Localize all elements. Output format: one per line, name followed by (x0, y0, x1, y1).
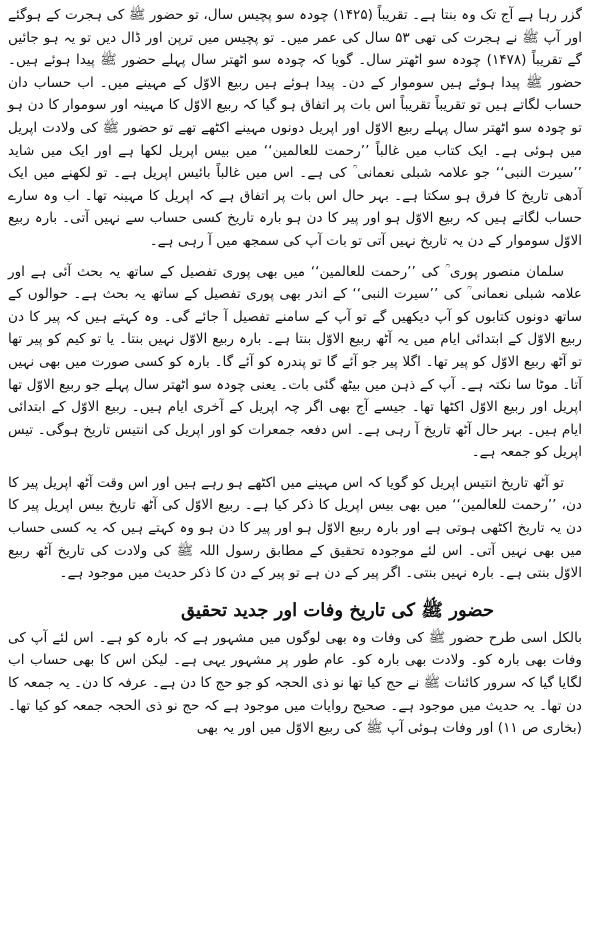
section-heading: حضور ﷺ کی تاریخ وفات اور جدید تحقیق (180, 599, 494, 621)
paragraph-birth-date-calculation: گزر رہا ہے آج تک وہ بنتا ہے۔ تقریباً (۱۴۲۵) چودہ سو پچیس سال، تو حضور ﷺ کی ہجرت کے ہوگئے اور آپ ﷺ نے ہجرت کی تھی ۵۳ سال کی عمر میں۔ تو پچیس میں ترپن اور ڈال دیں تو یہ ہو جائیں گے تقریباً (۱۴۷۸) چودہ سو اٹھتر سال۔ گویا کہ چودہ سو اٹھتر سال پہلے حضور ﷺ پیدا ہوئے ہیں۔ حضور ﷺ پیدا ہوئے ہیں سوموار کے دن۔ پیدا ہوئے ہیں ربیع الاوّل کے مہینے میں۔ اب حساب دان حساب لگاتے ہیں تو تقریباً تقریباً اس بات پر اتفاق ہو گیا کہ ربیع الاوّل کا مہینہ اور سوموار کا دن ہو تو چودہ سو اٹھتر سال پہلے ربیع الاوّل اور اپریل دونوں مہینے اکٹھے تھے تو حضور ﷺ کی ولادت اپریل میں ہوئی ہے۔ ایک کتاب میں غالباً ’’رحمت للعالمین‘‘ میں بیس اپریل لکھا ہے اور ایک میں شاید ’’سیرت النبی‘‘ جو علامہ شبلی نعمانی ؒ کی ہے۔ اس میں غالباً بائیس اپریل ہے۔ تو لکھنے میں ایک آدھی تاریخ کا فرق ہو سکتا ہے۔ بہر حال اس بات پر اتفاق ہے کہ اپریل کا مہینہ تھا۔ اب وہ سارے حساب لگاتے ہیں کہ ربیع الاوّل ہو اور پیر کا دن ہو بارہ تاریخ کسی حساب سے نہیں آتی۔ بارہ ربیع الاوّل سوموار کے دن یہ تاریخ نہیں آتی تو بات آپ کی سمجھ میں آ رہی ہے۔ (8, 7, 582, 249)
paragraph-references-discussion: سلمان منصور پوری ؒ کی ’’رحمت للعالمین‘‘ میں بھی پوری تفصیل کے ساتھ یہ بحث آئی ہے اور علامہ شبلی نعمانی ؒ کی ’’سیرت النبی‘‘ کے اندر بھی پوری تفصیل کے ساتھ یہ بحث ہے۔ حوالوں کے ساتھ دونوں کتابوں کو آپ دیکھیں گے تو آپ کے سامنے تفصیل آ جائے گی۔ وہ کہتے ہیں کہ پیر کا دن ربیع الاوّل کے ابتدائی ایام میں یہ آٹھ ربیع الاوّل بنتا ہے۔ بارہ ربیع الاوّل نہیں بنتا۔ یا تو کیم کو پیر تھا تو آٹھ ربیع الاوّل کو پیر تھا۔ اگلا پیر جو آئے گا تو پندرہ کو آئے گا۔ بارہ کو کسی صورت میں بھی نہیں آتا۔ موٹا سا نکتہ ہے۔ آپ کے ذہن میں بیٹھ گئی بات۔ یعنی چودہ سو اٹھتر سال پہلے جو ربیع الاوّل تھا اپریل اور ربیع الاوّل اکٹھا تھا۔ جیسے آج بھی اگر چہ اپریل کے آخری ایام ہیں۔ ربیع الاوّل کے ابتدائی ایام ہیں۔ بہر حال آٹھ تاریخ آ رہی ہے۔ اس دفعہ جمعرات کو اور اپریل کی انتیس تاریخ ہوگی۔ تیس اپریل کو جمعہ ہے۔ (8, 263, 582, 461)
paragraph-death-date: بالکل اسی طرح حضور ﷺ کی وفات وہ بھی لوگوں میں مشہور ہے کہ بارہ کو ہے۔ اس لئے آپ کی وفات بھی بارہ کو۔ ولادت بھی بارہ کو۔ عام طور پر مشہور یہی ہے۔ لیکن اس کا بھی حساب اب لگایا گیا کہ سرور کائنات ﷺ نے حج کیا تھا نو ذی الحجہ کو جو حج کا دن ہے۔ عرفہ کا دن۔ یہ جمعہ کا دن تھا۔ یہ حدیث میں موجود ہے۔ صحیح روایات میں موجود ہے کہ حج نو ذی الحجہ جمعہ کو کیا تھا۔ (بخاری ص ۱۱) اور وفات ہوئی آپ ﷺ کی ربیع الاوّل میں اور یہ بھی (8, 629, 582, 737)
paragraph-research-conclusion: تو آٹھ تاریخ انتیس اپریل کو گویا کہ اس مہینے میں اکٹھے ہو رہے ہیں اور اس وقت آٹھ اپریل پیر کا دن، ’’رحمت للعالمین‘‘ میں بھی بیس اپریل کا ذکر کیا ہے۔ ربیع الاوّل کی آٹھ تاریخ بیس اپریل پیر کا دن یہ تاریخ اکٹھی ہوتی ہے اور بارہ ربیع الاوّل ہو اور پیر کا دن ہو وہ کہتے ہیں کہ یہ کسی حساب میں بھی نہیں آتی۔ اس لئے موجودہ تحقیق کے مطابق رسول اللہ ﷺ کی ولادت کی تاریخ آٹھ ربیع الاوّل بنتی ہے۔ بارہ نہیں بنتی۔ اگر پیر کے دن ہے تو پیر کے دن کا ذکر حدیث میں موجود ہے۔ (8, 474, 582, 582)
